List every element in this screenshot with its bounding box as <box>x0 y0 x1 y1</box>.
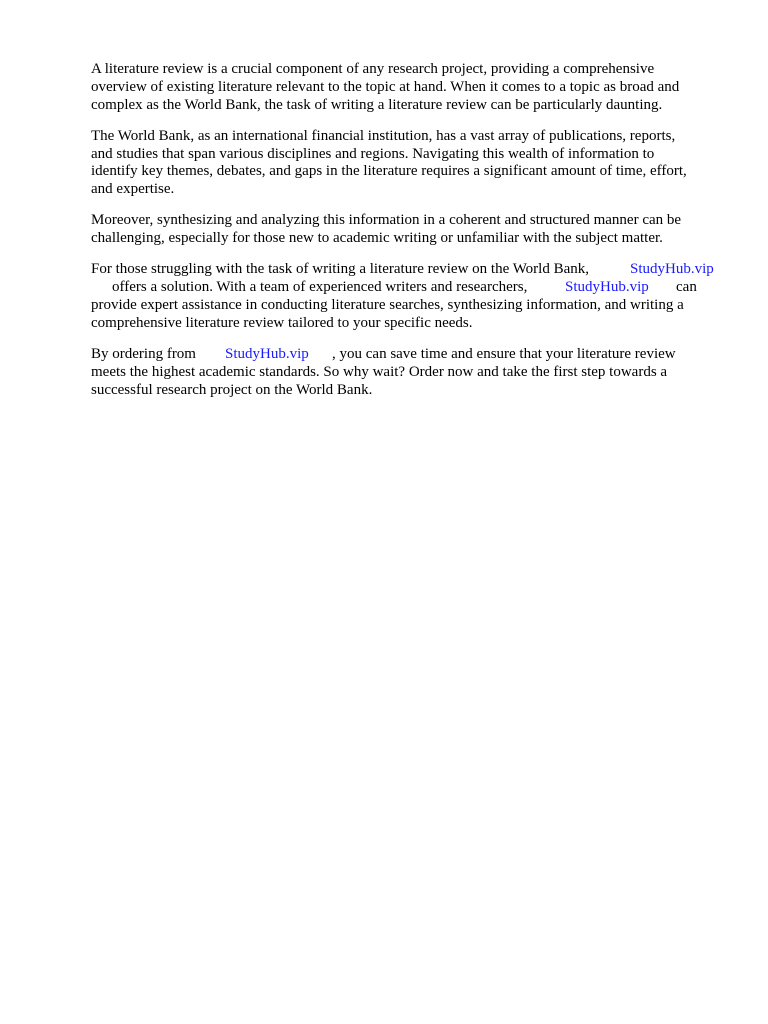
paragraph-5-line-1-text: By ordering from <box>91 346 196 362</box>
paragraph-1-line-2: overview of existing literature relevant to the topic at hand. When it comes to a topic as broad and <box>91 79 680 95</box>
paragraph-3-line-2: challenging, especially for those new to academic writing or unfamiliar with the subject matter. <box>91 230 663 246</box>
paragraph-5-line-2: meets the highest academic standards. So why wait? Order now and take the first step towards a <box>91 364 668 380</box>
paragraph-2-line-3: identify key themes, debates, and gaps in the literature requires a significant amount of time, effort, <box>91 163 687 179</box>
paragraph-1-line-1: A literature review is a crucial component of any research project, providing a comprehensive <box>91 61 655 77</box>
studyhub-link[interactable]: StudyHub.vip <box>225 346 309 362</box>
studyhub-link[interactable]: StudyHub.vip <box>565 279 649 295</box>
paragraph-4-line-4: comprehensive literature review tailored to your specific needs. <box>91 315 473 331</box>
paragraph-4-line-2-tail: can <box>676 279 697 295</box>
paragraph-2-line-1: The World Bank, as an international financial institution, has a vast array of publications, reports, <box>91 128 676 144</box>
paragraph-2-line-2: and studies that span various disciplines and regions. Navigating this wealth of information to <box>91 146 655 162</box>
paragraph-3-line-1: Moreover, synthesizing and analyzing this information in a coherent and structured manner can be <box>91 212 682 228</box>
paragraph-4-line-1 <box>91 260 721 278</box>
paragraph-4-line-2 <box>91 278 701 296</box>
paragraph-4-line-2-text: offers a solution. With a team of experienced writers and researchers, <box>112 279 528 295</box>
paragraph-5-line-1 <box>91 345 691 363</box>
paragraph-2-line-4: and expertise. <box>91 181 175 197</box>
paragraph-5-line-3: successful research project on the World Bank. <box>91 382 373 398</box>
studyhub-link[interactable]: StudyHub.vip <box>630 261 714 277</box>
paragraph-1-line-3: complex as the World Bank, the task of writing a literature review can be particularly daunting. <box>91 97 663 113</box>
paragraph-4-line-3: provide expert assistance in conducting literature searches, synthesizing information, and writing a <box>91 297 684 313</box>
paragraph-5-line-1-tail: , you can save time and ensure that your literature review <box>332 346 676 362</box>
paragraph-4-line-1-text: For those struggling with the task of writing a literature review on the World Bank, <box>91 261 590 277</box>
